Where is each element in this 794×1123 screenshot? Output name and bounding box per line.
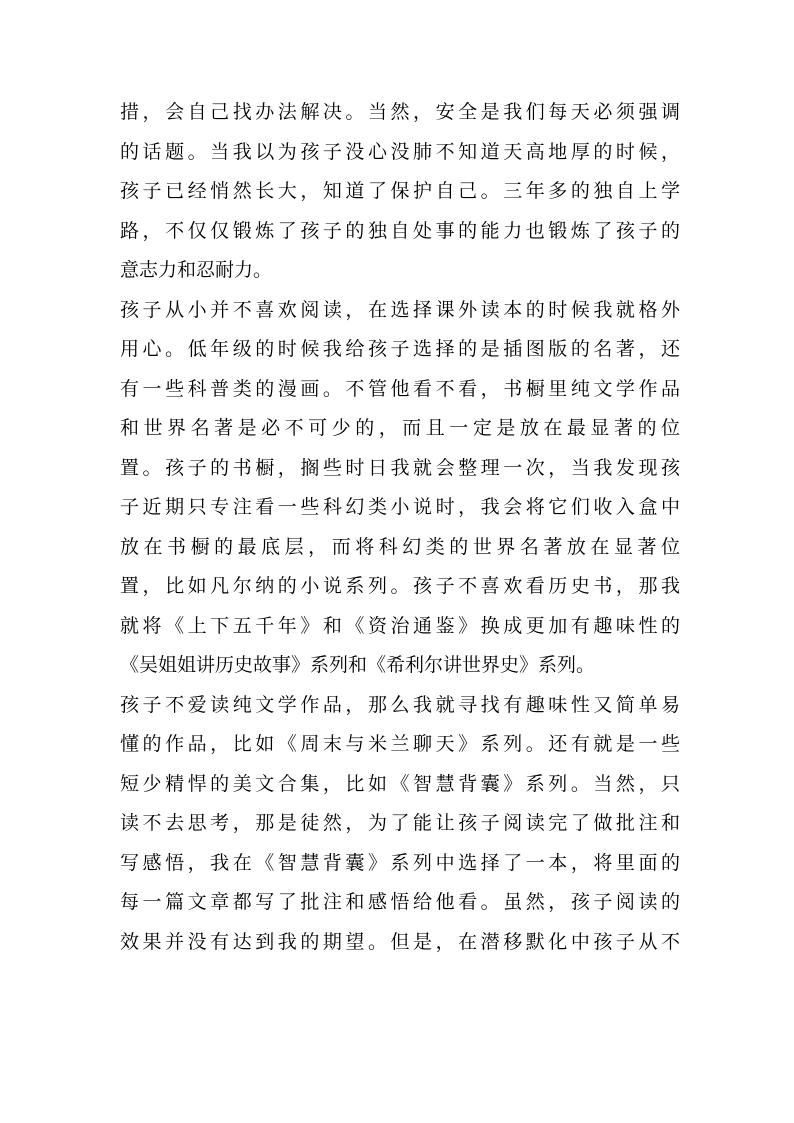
paragraph-2 (120, 291, 680, 686)
text-line: 读不去思考，那是徒然，为了能让孩子阅读完了做批注和 (120, 812, 680, 834)
text-line: 写感悟，我在《智慧背囊》系列中选择了一本，将里面的 (120, 851, 680, 874)
text-line: 孩子已经悄然长大，知道了保护自己。三年多的独自上学 (120, 180, 680, 202)
text-line: 放在书橱的最底层，而将科幻类的世界名著放在显著位 (120, 535, 680, 558)
text-line: 就将《上下五千年》和《资治通鉴》换成更加有趣味性的 (120, 614, 680, 637)
text-line: 懂的作品，比如《周末与米兰聊天》系列。还有就是一些 (120, 733, 680, 755)
text-line: 用心。低年级的时候我给孩子选择的是插图版的名著，还 (120, 338, 680, 360)
paragraph-3 (120, 686, 680, 963)
text-line: 短少精悍的美文合集，比如《智慧背囊》系列。当然，只 (120, 772, 680, 795)
text-line: 置，比如凡尔纳的小说系列。孩子不喜欢看历史书，那我 (120, 575, 680, 597)
text-line: 孩子从小并不喜欢阅读，在选择课外读本的时候我就格外 (120, 298, 680, 321)
text-line: 措，会自己找办法解决。当然，安全是我们每天必须强调 (120, 101, 680, 123)
document-body (120, 93, 680, 962)
text-line: 的话题。当我以为孩子没心没肺不知道天高地厚的时候， (120, 140, 680, 163)
text-line: 《吴姐姐讲历史故事》系列和《希利尔讲世界史》系列。 (120, 654, 596, 676)
text-line: 孩子不爱读纯文学作品，那么我就寻找有趣味性又简单易 (120, 693, 680, 716)
text-line: 置。孩子的书橱，搁些时日我就会整理一次，当我发现孩 (120, 456, 680, 479)
text-line: 路，不仅仅锻炼了孩子的独自处事的能力也锻炼了孩子的 (120, 219, 680, 242)
paragraph-1 (120, 93, 680, 291)
text-line: 意志力和忍耐力。 (120, 259, 273, 281)
text-line: 和世界名著是必不可少的，而且一定是放在最显著的位 (120, 417, 680, 439)
text-line: 每一篇文章都写了批注和感悟给他看。虽然，孩子阅读的 (120, 891, 680, 913)
text-line: 子近期只专注看一些科幻类小说时，我会将它们收入盒中 (120, 496, 680, 518)
text-line: 有一些科普类的漫画。不管他看不看，书橱里纯文学作品 (120, 377, 680, 400)
text-line: 效果并没有达到我的期望。但是，在潜移默化中孩子从不 (120, 930, 680, 953)
